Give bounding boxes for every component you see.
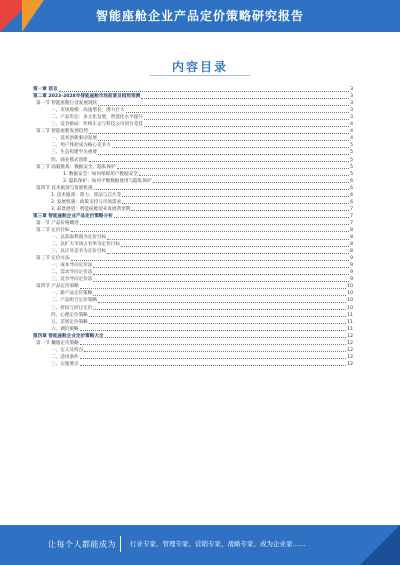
toc-entry[interactable] <box>33 121 353 128</box>
toc-leader-dots <box>80 223 349 225</box>
toc-entry[interactable] <box>33 171 353 178</box>
toc-entry-page: 3 <box>350 108 353 114</box>
toc-entry-page: 6 <box>350 199 353 205</box>
toc-entry-page: 7 <box>350 206 353 212</box>
toc-entry[interactable] <box>33 304 353 311</box>
toc-entry[interactable] <box>33 340 353 347</box>
toc-leader-dots <box>122 195 349 197</box>
toc-entry-label: 第一节 产品价格概述 <box>36 220 79 226</box>
toc-leader-dots <box>98 153 349 155</box>
toc-entry-page: 7 <box>350 220 353 226</box>
toc-entry[interactable] <box>33 283 353 290</box>
toc-entry-label: 1. 技术瓶颈：算力、算法与芯片等 <box>51 192 122 198</box>
toc-entry[interactable] <box>33 347 353 354</box>
toc-entry[interactable] <box>33 192 353 199</box>
toc-entry-label: 一、新产品定价策略 <box>51 291 93 297</box>
toc-entry-label: 六、调价策略 <box>51 326 79 332</box>
toc-entry-label: 三、实施要点 <box>51 361 79 367</box>
footer-divider <box>120 536 121 552</box>
toc-leader-dots <box>93 294 346 296</box>
toc-leader-dots <box>93 273 349 275</box>
toc-leader-dots <box>71 259 349 261</box>
toc-entry-page: 5 <box>350 164 353 170</box>
toc-entry-label: 一、定义及特点 <box>51 347 84 353</box>
toc-leader-dots <box>80 357 347 359</box>
toc-leader-dots <box>117 167 350 169</box>
toc-entry[interactable] <box>33 319 353 326</box>
toc-entry-label: 1. 数据安全：如何保障用户数据安全 <box>63 171 138 177</box>
toc-leader-dots <box>93 308 346 310</box>
toc-entry-page: 8 <box>350 227 353 233</box>
toc-entry-label: 一、市场规模：高速增长，潜力巨大 <box>51 108 125 114</box>
toc-entry-page: 3 <box>350 94 353 100</box>
toc-leader-dots <box>71 230 349 232</box>
toc-entry-label: 二、以扩大市场占有率为定价目标 <box>51 242 120 248</box>
toc-leader-dots <box>98 104 349 106</box>
toc-entry[interactable] <box>33 149 353 156</box>
toc-entry-label: 二、适用条件 <box>51 354 79 360</box>
toc-entry-page: 10 <box>347 305 353 311</box>
toc-entry-page: 9 <box>350 256 353 262</box>
toc-entry-label: 五、差别定价策略 <box>51 319 88 325</box>
toc-entry-page: 6 <box>350 185 353 191</box>
toc-entry[interactable] <box>33 86 353 93</box>
toc-entry-label: 二、产品形态：多元化发展，智能化水平提升 <box>51 115 143 121</box>
toc-leader-dots <box>98 301 346 303</box>
toc-entry[interactable] <box>33 128 353 135</box>
toc-entry[interactable] <box>33 107 353 114</box>
page-header <box>0 0 400 32</box>
toc-leader-dots <box>94 188 349 190</box>
toc-entry-label: 第一章 前言 <box>33 87 58 93</box>
toc-entry-label: 一、技术创新驱动发展 <box>51 136 97 142</box>
toc-leader-dots <box>93 266 349 268</box>
toc-entry-label: 三、竞争格局：传统车企与科技公司同台竞技 <box>51 122 143 128</box>
toc-entry[interactable] <box>33 354 353 361</box>
toc-entry-label: 四、心理定价策略 <box>51 312 88 318</box>
toc-entry[interactable] <box>33 178 353 185</box>
toc-entry[interactable] <box>33 135 353 142</box>
footer-corner-shape <box>360 525 400 565</box>
toc-leader-dots <box>105 336 347 338</box>
toc-entry-label: 二、产品组合定价策略 <box>51 298 97 304</box>
toc-leader-dots <box>80 287 346 289</box>
toc-entry[interactable] <box>33 185 353 192</box>
toc-entry[interactable] <box>33 262 353 269</box>
toc-leader-dots <box>139 174 349 176</box>
toc-leader-dots <box>107 238 349 240</box>
toc-entry-page: 4 <box>350 129 353 135</box>
toc-entry-page: 10 <box>347 298 353 304</box>
toc-entry-page: 8 <box>350 249 353 255</box>
toc-entry[interactable] <box>33 248 353 255</box>
toc-entry-page: 3 <box>350 101 353 107</box>
toc-entry-page: 11 <box>347 326 353 332</box>
toc-entry-page: 12 <box>347 361 353 367</box>
toc-entry[interactable] <box>33 333 353 340</box>
report-title: 智能座舱企业产品定价策略研究报告 <box>95 9 304 23</box>
toc-entry[interactable] <box>33 156 353 163</box>
toc-entry[interactable] <box>33 114 353 121</box>
toc-entry-page: 4 <box>350 136 353 142</box>
toc-entry-label: 四、商业模式创新 <box>51 157 88 163</box>
toc-entry[interactable] <box>33 213 353 220</box>
toc-entry-page: 5 <box>350 143 353 149</box>
toc-entry-label: 第三章 智能座舱企业产品定价策略分析 <box>33 213 113 219</box>
toc-entry-page: 10 <box>347 284 353 290</box>
toc-entry-label: 三、以应对竞争为定价目标 <box>51 249 107 255</box>
toc-leader-dots <box>89 315 346 317</box>
toc-entry-label: 第一节 撇脂定价策略 <box>36 340 79 346</box>
page-footer <box>0 525 400 565</box>
toc-entry-page: 3 <box>350 115 353 121</box>
toc-entry-label: 三、折扣与折让定价 <box>51 305 93 311</box>
toc-leader-dots <box>112 146 349 148</box>
toc-entry-page: 5 <box>350 150 353 156</box>
toc-entry-label: 第四节 产品定价策略 <box>36 284 79 290</box>
toc-leader-dots <box>144 118 349 120</box>
toc-entry[interactable] <box>33 269 353 276</box>
toc-entry-label: 第三节 定价方法 <box>36 256 70 262</box>
toc-entry-page: 11 <box>347 319 353 325</box>
toc-entry-label: 三、竞争导向定价法 <box>51 277 93 283</box>
toc-entry[interactable] <box>33 290 353 297</box>
toc-entry-page: 3 <box>350 87 353 93</box>
toc-heading: 内容目录 <box>171 60 228 74</box>
toc-entry[interactable] <box>33 297 353 304</box>
toc-leader-dots <box>141 97 349 99</box>
toc-leader-dots <box>80 364 347 366</box>
toc-entry[interactable] <box>33 241 353 248</box>
toc-entry-page: 6 <box>350 192 353 198</box>
toc-leader-dots <box>121 245 349 247</box>
toc-leader-dots <box>144 125 349 127</box>
toc-entry[interactable] <box>33 220 353 227</box>
toc-leader-dots <box>114 216 349 218</box>
toc-entry-page: 9 <box>350 263 353 269</box>
toc-entry-label: 三、生态构建至关重要 <box>51 150 97 156</box>
toc-entry-label: 2. 发展机遇：政策支持与市场需求 <box>51 199 122 205</box>
footer-tagline: 行业专家、管理专家、营销专家、战略专家、成为企业家…… <box>130 540 306 548</box>
toc-leader-dots <box>80 343 346 345</box>
toc-entry-page: 4 <box>350 122 353 128</box>
toc-leader-dots <box>84 350 346 352</box>
toc-entry-page: 6 <box>350 178 353 184</box>
toc-entry-page: 5 <box>350 171 353 177</box>
toc-heading-rule <box>150 75 250 76</box>
toc-entry-label: 第二章 2023-2028年智能座舱市场前景及趋势预测 <box>33 94 141 100</box>
toc-leader-dots <box>131 209 349 211</box>
toc-entry-label: 第二节 定价目标 <box>36 227 70 233</box>
toc-entry-page: 9 <box>350 270 353 276</box>
toc-leader-dots <box>93 280 349 282</box>
toc-entry-page: 8 <box>350 242 353 248</box>
toc-leader-dots <box>98 139 349 141</box>
toc-leader-dots <box>122 202 349 204</box>
toc-entry-page: 12 <box>347 340 353 346</box>
toc-entry-page: 10 <box>347 291 353 297</box>
toc-leader-dots <box>59 90 349 92</box>
toc-leader-dots <box>107 252 349 254</box>
toc-entry[interactable] <box>33 100 353 107</box>
toc-entry[interactable] <box>33 234 353 241</box>
toc-entry[interactable] <box>33 227 353 234</box>
toc-entry-page: 12 <box>347 354 353 360</box>
toc-entry-label: 一、成本导向定价法 <box>51 263 93 269</box>
toc-entry-page: 11 <box>347 312 353 318</box>
toc-entry-label: 第三节 面临挑战：数据安全、隐私保护 <box>36 164 116 170</box>
toc-entry-label: 一、以获取利润为定价目标 <box>51 235 107 241</box>
toc-entry[interactable] <box>33 199 353 206</box>
toc-entry[interactable] <box>33 361 353 368</box>
table-of-contents <box>33 86 353 368</box>
toc-entry-label: 第四节 技术瓶颈与发展机遇 <box>36 185 93 191</box>
toc-entry[interactable] <box>33 142 353 149</box>
toc-entry[interactable] <box>33 326 353 333</box>
toc-entry[interactable] <box>33 164 353 171</box>
toc-leader-dots <box>126 111 350 113</box>
toc-entry[interactable] <box>33 206 353 213</box>
toc-entry-page: 12 <box>347 333 353 339</box>
toc-entry[interactable] <box>33 93 353 100</box>
toc-leader-dots <box>80 329 347 331</box>
toc-leader-dots <box>89 160 349 162</box>
toc-entry[interactable] <box>33 255 353 262</box>
toc-entry-label: 第一节 智能座舱行业发展现状 <box>36 101 98 107</box>
toc-entry-label: 2. 隐私保护：如何平衡数据使用与隐私保护 <box>63 178 152 184</box>
toc-entry-page: 8 <box>350 235 353 241</box>
toc-entry-label: 二、用户体验成为核心竞争力 <box>51 143 111 149</box>
toc-entry-page: 7 <box>350 213 353 219</box>
toc-entry-page: 9 <box>350 277 353 283</box>
toc-entry-label: 二、需求导向定价法 <box>51 270 93 276</box>
toc-entry[interactable] <box>33 312 353 319</box>
toc-entry-label: 第四章 智能座舱企业定价策略大全 <box>33 333 104 339</box>
footer-slogan: 让每个人都能成为 <box>48 540 116 549</box>
toc-entry[interactable] <box>33 276 353 283</box>
toc-entry-page: 12 <box>347 347 353 353</box>
toc-entry-label: 第二节 智能座舱发展趋势 <box>36 129 88 135</box>
toc-leader-dots <box>153 181 350 183</box>
toc-entry-page: 5 <box>350 157 353 163</box>
toc-entry-label: 3. 前景展望：智能座舱迎来发展黄金期 <box>51 206 131 212</box>
toc-leader-dots <box>89 132 349 134</box>
toc-leader-dots <box>89 322 346 324</box>
